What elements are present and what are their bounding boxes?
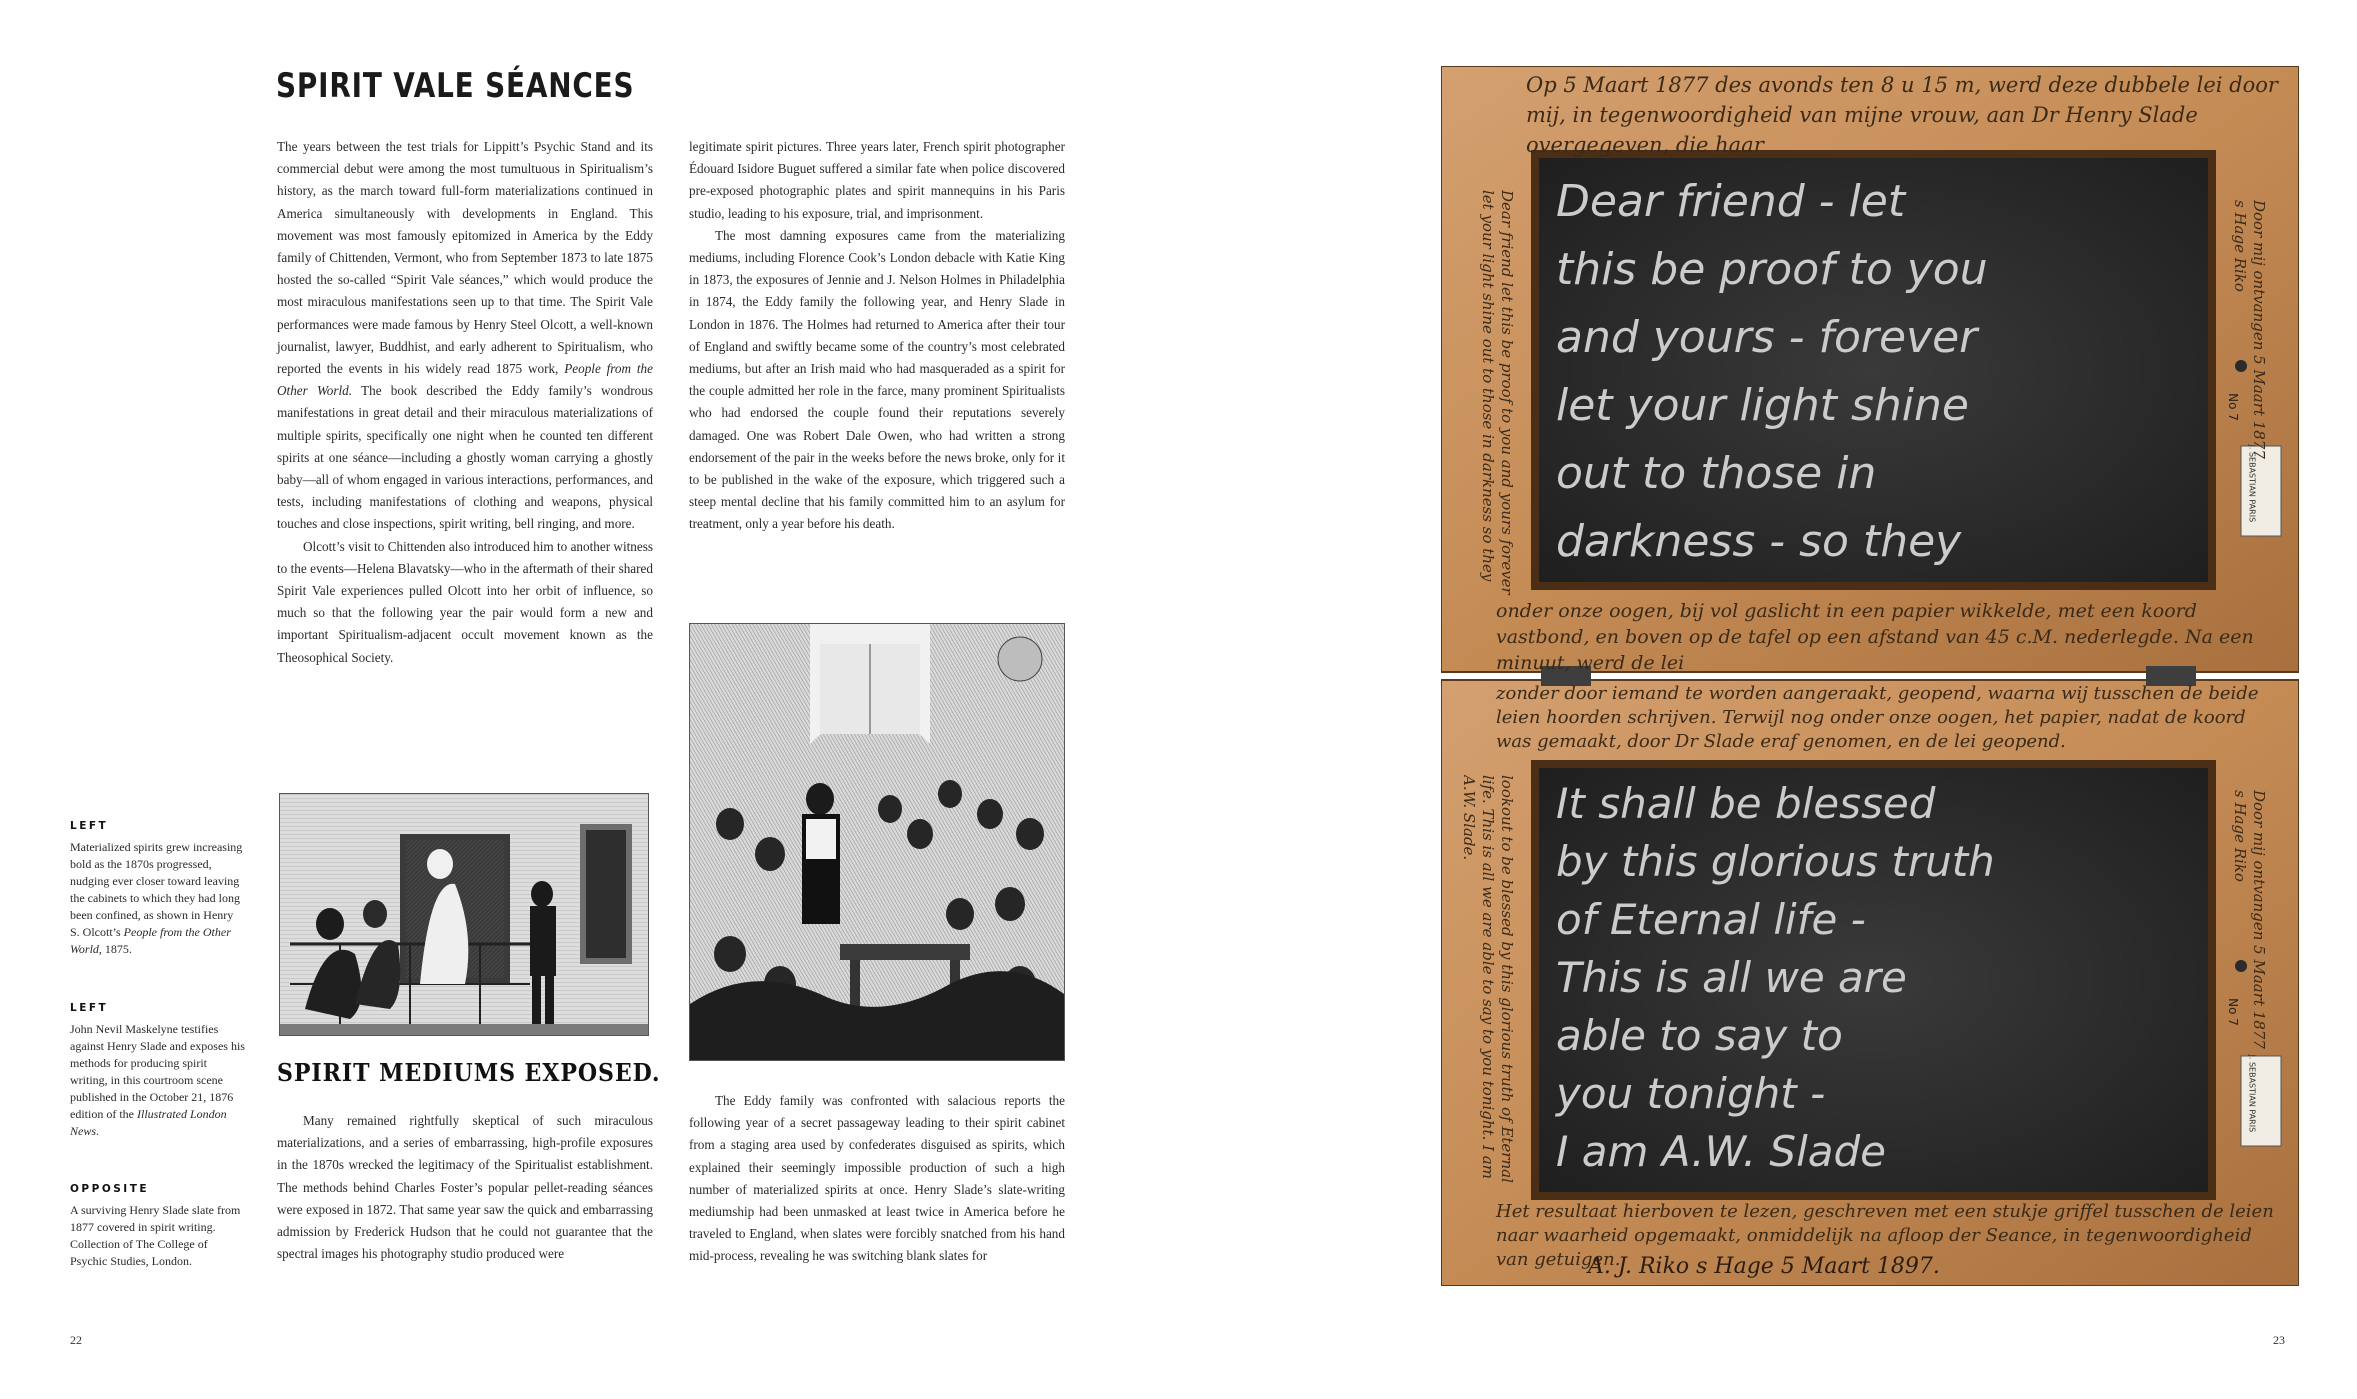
frame-signature: A. J. Riko s Hage 5 Maart 1897. bbox=[1588, 1254, 1940, 1279]
body-column-1 bbox=[277, 136, 653, 669]
chalk-line: of Eternal life - bbox=[1556, 895, 1866, 944]
caption-text bbox=[70, 1202, 245, 1270]
page-number: 23 bbox=[2273, 1333, 2285, 1347]
caption-3 bbox=[70, 1181, 245, 1270]
caption-1 bbox=[70, 818, 245, 958]
chalk-line: let your light shine bbox=[1556, 380, 1969, 431]
book-title-italic: People from the Other World. bbox=[277, 361, 653, 399]
right-page bbox=[1178, 0, 2357, 1399]
paragraph: legitimate spirit pictures. Three years later, French spirit photographer Édouard Isidore Buguet suffered a similar fate when police discovered pre-exposed photographic plates and spirit mannequins in his Paris studio, leading to his exposure, trial, and imprisonment. bbox=[689, 139, 1065, 221]
courtroom-engraving bbox=[689, 623, 1065, 1061]
chalk-line: This is all we are bbox=[1556, 953, 1907, 1002]
caption-label: OPPOSITE bbox=[70, 1183, 150, 1195]
chalk-line: and yours - forever bbox=[1556, 312, 1978, 363]
right-side-script-top: Door mij ontvangen 5 Maart 1877 s Hage Riko bbox=[2231, 200, 2268, 459]
chalk-line: darkness - so they bbox=[1556, 516, 1962, 567]
caption-italic: Illustrated London News bbox=[70, 1107, 227, 1138]
seance-cabinet-engraving bbox=[279, 793, 649, 1036]
dealer-label-text-top: J. SEBASTIAN PARIS bbox=[2247, 444, 2257, 523]
slate-number-bottom: No 7 bbox=[2225, 998, 2240, 1026]
page-number: 22 bbox=[70, 1333, 82, 1347]
caption-label: LEFT bbox=[70, 1002, 109, 1014]
paragraph-text: The years between the test trials for Lippitt’s Psychic Stand and its commercial debut were among the most tumultuous in Spiritualism’s history, as the march toward full-form materializations continued in America simultaneously with developments in England. This movement was most famously epitomized in America by the Eddy family of Chittenden, Vermont, who from September 1873 to late 1875 hosted the so-called “Spirit Vale séances,” which would produce the most miraculous manifestations seen up to that time. The Spirit Vale performances were made famous by Henry Steel Olcott, a well-known journalist, lawyer, Buddhist, and early adherent to Spiritualism, who reported the events in his widely read 1875 work, bbox=[277, 139, 653, 377]
paragraph: The Eddy family was confronted with salacious reports the following year of a secret passageway leading to their spirit cabinet from a staging area used by confederates disguised as spirits, which explained their seemingly impossible production of such a high number of materialized spirits at once. Henry Slade’s slate-writing mediumship had been unmasked at least twice in America before he traveled to England, when slates were forcibly snatched from his hand mid-process, revealing he was switching blank slates for bbox=[689, 1093, 1065, 1264]
chalk-line: by this glorious truth bbox=[1556, 837, 1995, 886]
caption-text bbox=[70, 1021, 245, 1140]
slate-number-top: No 7 bbox=[2225, 393, 2240, 421]
engraving-illustration bbox=[690, 624, 1064, 1060]
right-side-script-bottom: Door mij ontvangen 5 Maart 1877 s Hage Riko bbox=[2231, 790, 2268, 1049]
caption-2 bbox=[70, 1000, 245, 1140]
left-side-script-bottom: lookout to be blessed by this glorious truth of Eternal life. This is all we are able to say to you tonight. I am A.W. Slade. bbox=[1460, 775, 1516, 1183]
chalk-line: It shall be blessed bbox=[1556, 779, 1936, 828]
page-title: SPIRIT VALE SÉANCES bbox=[276, 66, 635, 106]
frame-middle-script-2: zonder door iemand te worden aangeraakt, geopend, waarna wij tusschen de beide leien hoorden schrijven. Terwijl nog onder onze oogen, het papier, nadat de koord was gemaakt, door Dr Slade eraf genomen, en de lei geopend. bbox=[1496, 683, 2259, 752]
paragraph: The most damning exposures came from the materializing mediums, including Florence Cook’s London debacle with Katie King in 1873, the exposures of Jennie and J. Nelson Holmes in Philadelphia in 1874, the Eddy family the following year, and Henry Slade in London in 1876. The Holmes had returned to America after their tour of England and swiftly became some of the country’s most celebrated mediums, but after an Irish maid who had masqueraded as a spirit for the couple admitted her role in the farce, many prominent Spiritualists who had endorsed the couple found their reputations severely damaged. One was Robert Dale Owen, who had written a strong endorsement of the pair in the weeks before the news broke, only for it to be published in the wake of the exposure, which triggered such a steep mental decline that his family committed him to an asylum for treatment, only a year before his death. bbox=[689, 227, 1065, 532]
left-page bbox=[0, 0, 1178, 1399]
left-side-script-top: Dear friend let this be proof to you and yours forever let your light shine out to those in darkness so they bbox=[1479, 190, 1516, 595]
chalk-line: out to those in bbox=[1556, 448, 1877, 499]
chalk-line: this be proof to you bbox=[1556, 244, 1988, 295]
top-slate-chalk bbox=[1556, 168, 2196, 576]
caption-italic: People from the Other World bbox=[70, 925, 231, 956]
bottom-slate-chalk bbox=[1556, 775, 2196, 1181]
caption-body: John Nevil Maskelyne testifies against Henry Slade and exposes his methods for producing spirit writing, in this courtroom scene published in the October 21, 1876 edition of the bbox=[70, 1022, 245, 1121]
caption-tail: . bbox=[96, 1124, 100, 1138]
caption-body: Materialized spirits grew increasing bold as the 1870s progressed, nudging ever closer toward leaving the cabinets to which they had long been confined, as shown in Henry S. Olcott’s bbox=[70, 840, 243, 939]
body-column-2 bbox=[689, 136, 1065, 536]
paragraph-text: The book described the Eddy family’s wondrous manifestations in great detail and their miraculous materializations of multiple spirits, specifically one night when he counted ten different spirits at one séance—including a ghostly woman carrying a ghostly baby—all of whom engaged in various interactions, performances, and tests, including manifestations of clothing and weapons, physical touches and close inspections, spirit writing, bell ringing, and more. bbox=[277, 383, 653, 532]
caption-label: LEFT bbox=[70, 820, 109, 832]
paragraph bbox=[277, 136, 653, 536]
section-heading: SPIRIT MEDIUMS EXPOSED. bbox=[277, 1058, 661, 1087]
caption-tail: , 1875. bbox=[98, 942, 132, 956]
caption-text bbox=[70, 839, 245, 958]
frame-bottom-script: Het resultaat hierboven te lezen, geschreven met een stukje griffel tusschen de leien naar waarheid opgemaakt, onmiddelijk na afloop der Seance, in tegenwoordigheid van getuigen. bbox=[1496, 1201, 2274, 1270]
chalk-line: I am A.W. Slade bbox=[1556, 1127, 1886, 1176]
chalk-line: you tonight - bbox=[1556, 1069, 1826, 1118]
body-column-1-lower bbox=[277, 1110, 653, 1265]
engraving-illustration bbox=[280, 794, 648, 1035]
paragraph: Many remained rightfully skeptical of such miraculous materializations, and a series of embarrassing, high-profile exposures in the 1870s wrecked the legitimacy of the Spiritualist establishment. The methods behind Charles Foster’s popular pellet-reading séances were exposed in 1872. That same year saw the quick and embarrassing admission by Frederick Hudson that he could not guarantee that the spectral images his photography studio produced were bbox=[277, 1113, 653, 1262]
chalk-line: Dear friend - let bbox=[1556, 176, 1906, 227]
dealer-label-text-bottom: J. SEBASTIAN PARIS bbox=[2247, 1054, 2257, 1133]
paragraph: Olcott’s visit to Chittenden also introduced him to another witness to the events—Helena Blavatsky—who in the aftermath of their shared Spirit Vale experiences pulled Olcott into her orbit of influence, so much so that the following year the pair would form a new and important Spiritualism-adjacent occult movement known as the Theosophical Society. bbox=[277, 538, 653, 665]
frame-top-script: Op 5 Maart 1877 des avonds ten 8 u 15 m, werd deze dubbele lei door mij, in tegenwoordigheid van mijne vrouw, aan Dr Henry Slade overgegeven, die haar bbox=[1526, 73, 2278, 157]
frame-middle-script-1: onder onze oogen, bij vol gaslicht in een papier wikkelde, met een koord vastbond, en boven op de tafel op een afstand van 45 c.M. nederlegde. Na een minuut, werd de lei bbox=[1496, 600, 2254, 674]
chalk-line: able to say to bbox=[1556, 1011, 1843, 1060]
body-column-2-lower bbox=[689, 1090, 1065, 1268]
caption-body: A surviving Henry Slade slate from 1877 covered in spirit writing. Collection of The College of Psychic Studies, London. bbox=[70, 1203, 241, 1268]
